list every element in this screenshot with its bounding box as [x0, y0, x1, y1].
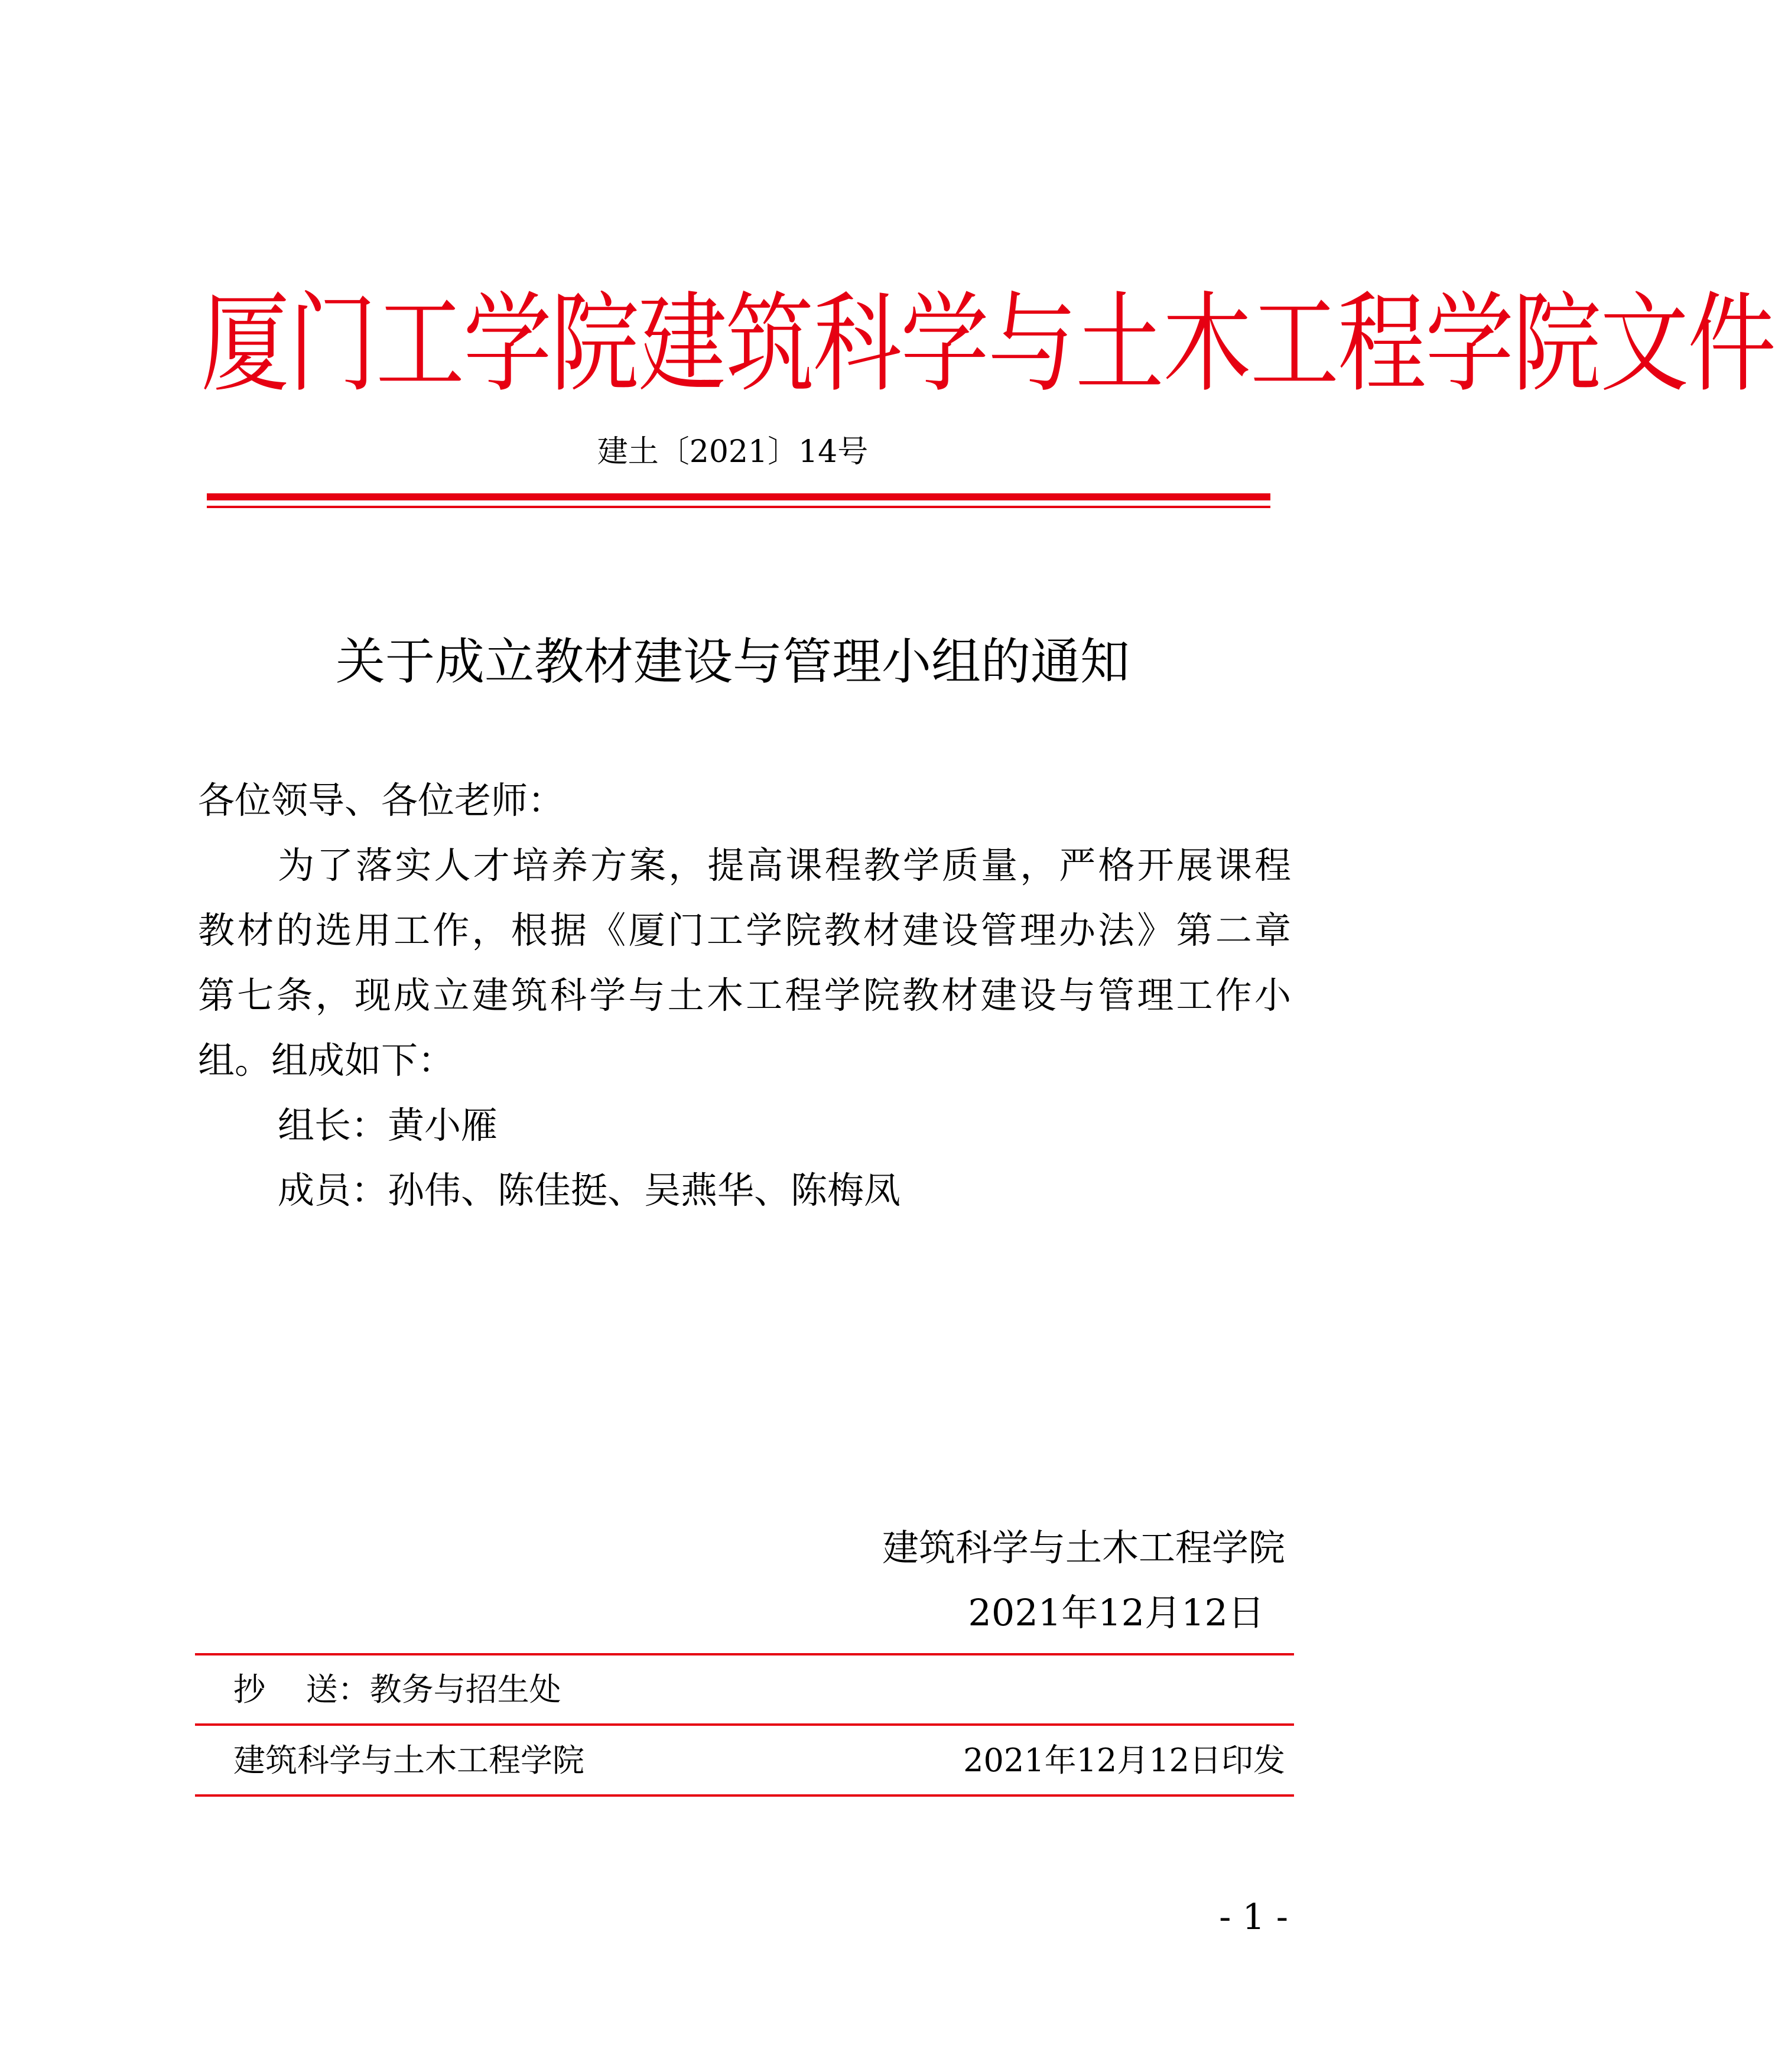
footer-issue-date: 2021年12月12日印发: [963, 1742, 1285, 1779]
signature-organization: 建筑科学与土木工程学院: [882, 1526, 1285, 1569]
salutation: 各位领导、各位老师：: [198, 779, 565, 822]
signature-date: 2021年12月12日: [968, 1591, 1264, 1634]
document-number: 建土〔2021〕14号: [597, 434, 869, 470]
footer-cc: 抄 送：教务与招生处: [233, 1671, 561, 1708]
header-divider-thick: [207, 493, 1270, 500]
group-leader: 组长：黄小雁: [278, 1104, 498, 1147]
footer-rule-middle: [195, 1723, 1294, 1726]
footer-issuer: 建筑科学与土木工程学院: [233, 1742, 584, 1779]
paragraph-line-3: 第七条，现成立建筑科学与土木工程学院教材建设与管理工作小: [198, 974, 1291, 1017]
paragraph-line-2: 教材的选用工作，根据《厦门工学院教材建设管理办法》第二章: [198, 909, 1291, 952]
footer-rule-top: [195, 1653, 1294, 1655]
paragraph-line-4: 组。组成如下：: [198, 1039, 455, 1082]
footer-rule-bottom: [195, 1794, 1294, 1797]
page-number: - 1 -: [1219, 1897, 1288, 1938]
document-header-title: 厦门工学院建筑科学与土木工程学院文件: [201, 281, 1775, 408]
notice-title: 关于成立教材建设与管理小组的通知: [335, 633, 1130, 691]
group-members: 成员：孙伟、陈佳挺、吴燕华、陈梅凤: [278, 1169, 901, 1212]
header-divider-thin: [207, 506, 1270, 508]
paragraph-line-1: 为了落实人才培养方案，提高课程教学质量，严格开展课程: [278, 844, 1291, 887]
